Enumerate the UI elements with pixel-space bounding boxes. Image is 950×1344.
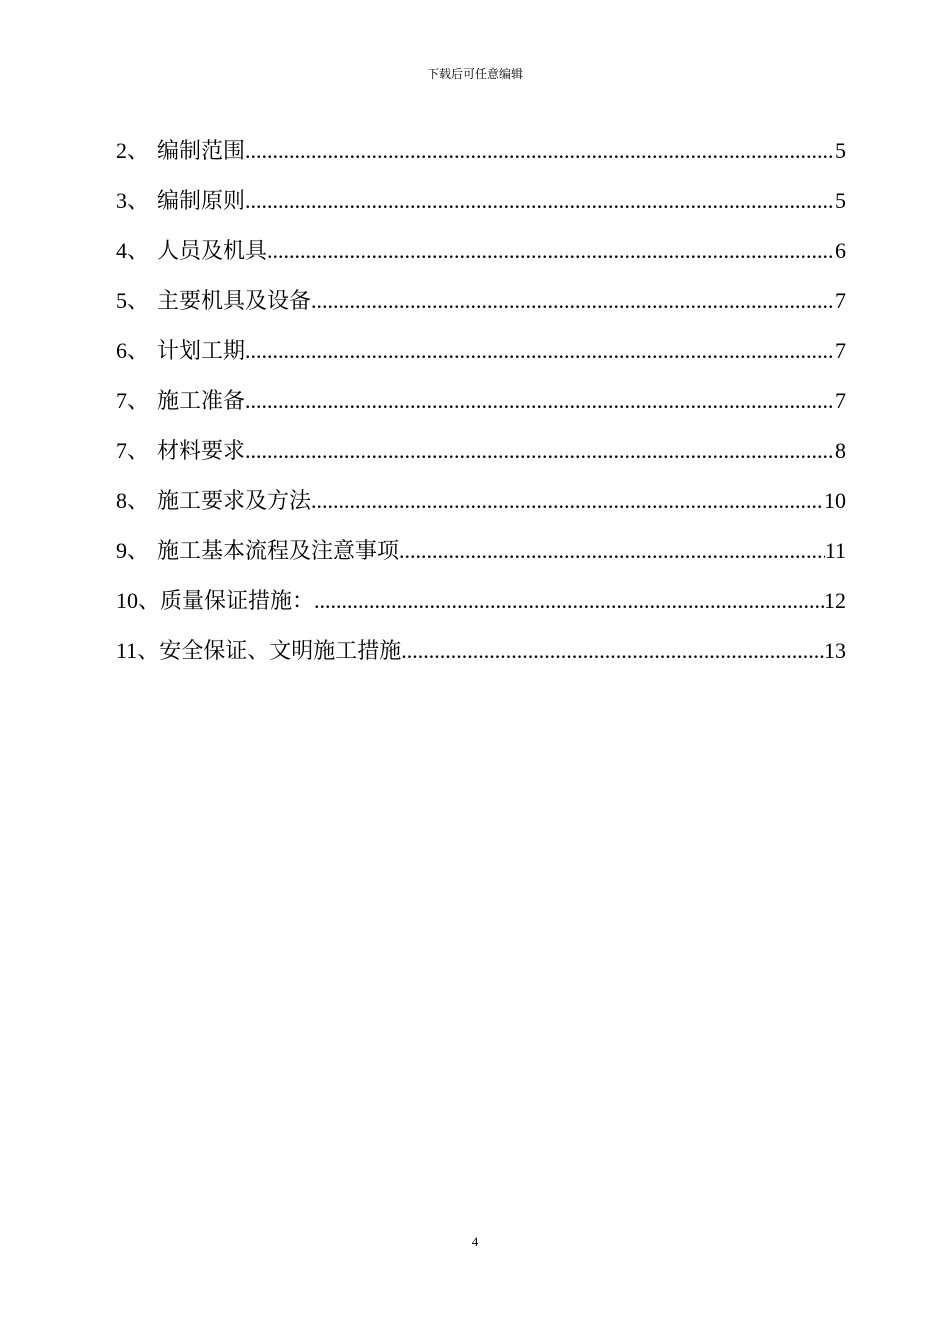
toc-dot-leader (311, 476, 824, 526)
toc-entry[interactable] (116, 476, 846, 526)
toc-entry-number: 8 (116, 488, 127, 513)
toc-entry-number: 2 (116, 138, 127, 163)
toc-entry-title: 计划工期 (157, 339, 246, 364)
toc-entry-number: 4 (116, 238, 127, 263)
toc-entry-separator: 、 (127, 489, 150, 514)
toc-entry-separator: 、 (127, 389, 150, 414)
toc-entry-page: 5 (835, 188, 846, 213)
toc-entry[interactable] (116, 276, 846, 326)
toc-entry-separator: 、 (127, 239, 150, 264)
toc-entry[interactable] (116, 126, 846, 176)
header-note: 下载后可任意编辑 (426, 67, 523, 81)
toc-entry-page: 10 (824, 488, 846, 513)
toc-entry-separator: 、 (127, 289, 150, 314)
toc-entry[interactable] (116, 526, 846, 576)
toc-entry-number: 7 (116, 438, 127, 463)
toc-dot-leader (401, 626, 824, 676)
toc-entry-number: 10 (116, 588, 138, 613)
page-number: 4 (471, 1234, 479, 1249)
toc-entry-separator: 、 (127, 539, 150, 564)
table-of-contents (116, 126, 846, 676)
toc-entry[interactable] (116, 626, 846, 676)
toc-entry-separator: 、 (138, 589, 161, 614)
toc-entry-separator: 、 (127, 139, 150, 164)
toc-entry[interactable] (116, 226, 846, 276)
toc-entry-page: 13 (824, 638, 846, 663)
toc-entry[interactable] (116, 176, 846, 226)
toc-entry-title: 人员及机具 (157, 239, 268, 264)
toc-entry-page: 7 (835, 388, 846, 413)
toc-entry[interactable] (116, 376, 846, 426)
toc-dot-leader (245, 376, 835, 426)
toc-dot-leader (311, 276, 835, 326)
toc-entry[interactable] (116, 326, 846, 376)
toc-entry-title: 材料要求 (157, 439, 246, 464)
toc-entry-number: 7 (116, 388, 127, 413)
toc-entry-title: 编制范围 (157, 139, 246, 164)
toc-entry-title: 安全保证、文明施工措施 (159, 639, 402, 664)
toc-dot-leader (245, 426, 835, 476)
toc-entry-page: 8 (835, 438, 846, 463)
toc-entry-page: 6 (835, 238, 846, 263)
toc-entry-number: 11 (116, 638, 138, 663)
toc-entry-title: 施工基本流程及注意事项 (157, 539, 400, 564)
toc-entry-title: 施工要求及方法 (157, 489, 312, 514)
toc-entry-separator: 、 (127, 339, 150, 364)
toc-entry-separator: 、 (127, 439, 150, 464)
toc-entry[interactable] (116, 426, 846, 476)
toc-entry-title: 施工准备 (157, 389, 246, 414)
toc-entry-number: 5 (116, 288, 127, 313)
toc-dot-leader (245, 126, 835, 176)
toc-entry-title: 编制原则 (157, 189, 246, 214)
toc-dot-leader (399, 526, 825, 576)
toc-entry-page: 12 (824, 588, 846, 613)
toc-entry-page: 7 (835, 338, 846, 363)
toc-entry-number: 9 (116, 538, 127, 563)
toc-entry-page: 5 (835, 138, 846, 163)
toc-entry-page: 7 (835, 288, 846, 313)
toc-dot-leader (245, 326, 835, 376)
toc-entry-separator: 、 (137, 639, 160, 664)
toc-entry-number: 3 (116, 188, 127, 213)
toc-entry-number: 6 (116, 338, 127, 363)
toc-entry-separator: 、 (127, 189, 150, 214)
toc-dot-leader (314, 576, 824, 626)
toc-entry[interactable] (116, 576, 846, 626)
toc-entry-page: 11 (824, 538, 846, 563)
toc-dot-leader (267, 226, 835, 276)
toc-dot-leader (245, 176, 835, 226)
toc-entry-title: 主要机具及设备 (157, 289, 312, 314)
toc-entry-title: 质量保证措施： (160, 589, 315, 614)
